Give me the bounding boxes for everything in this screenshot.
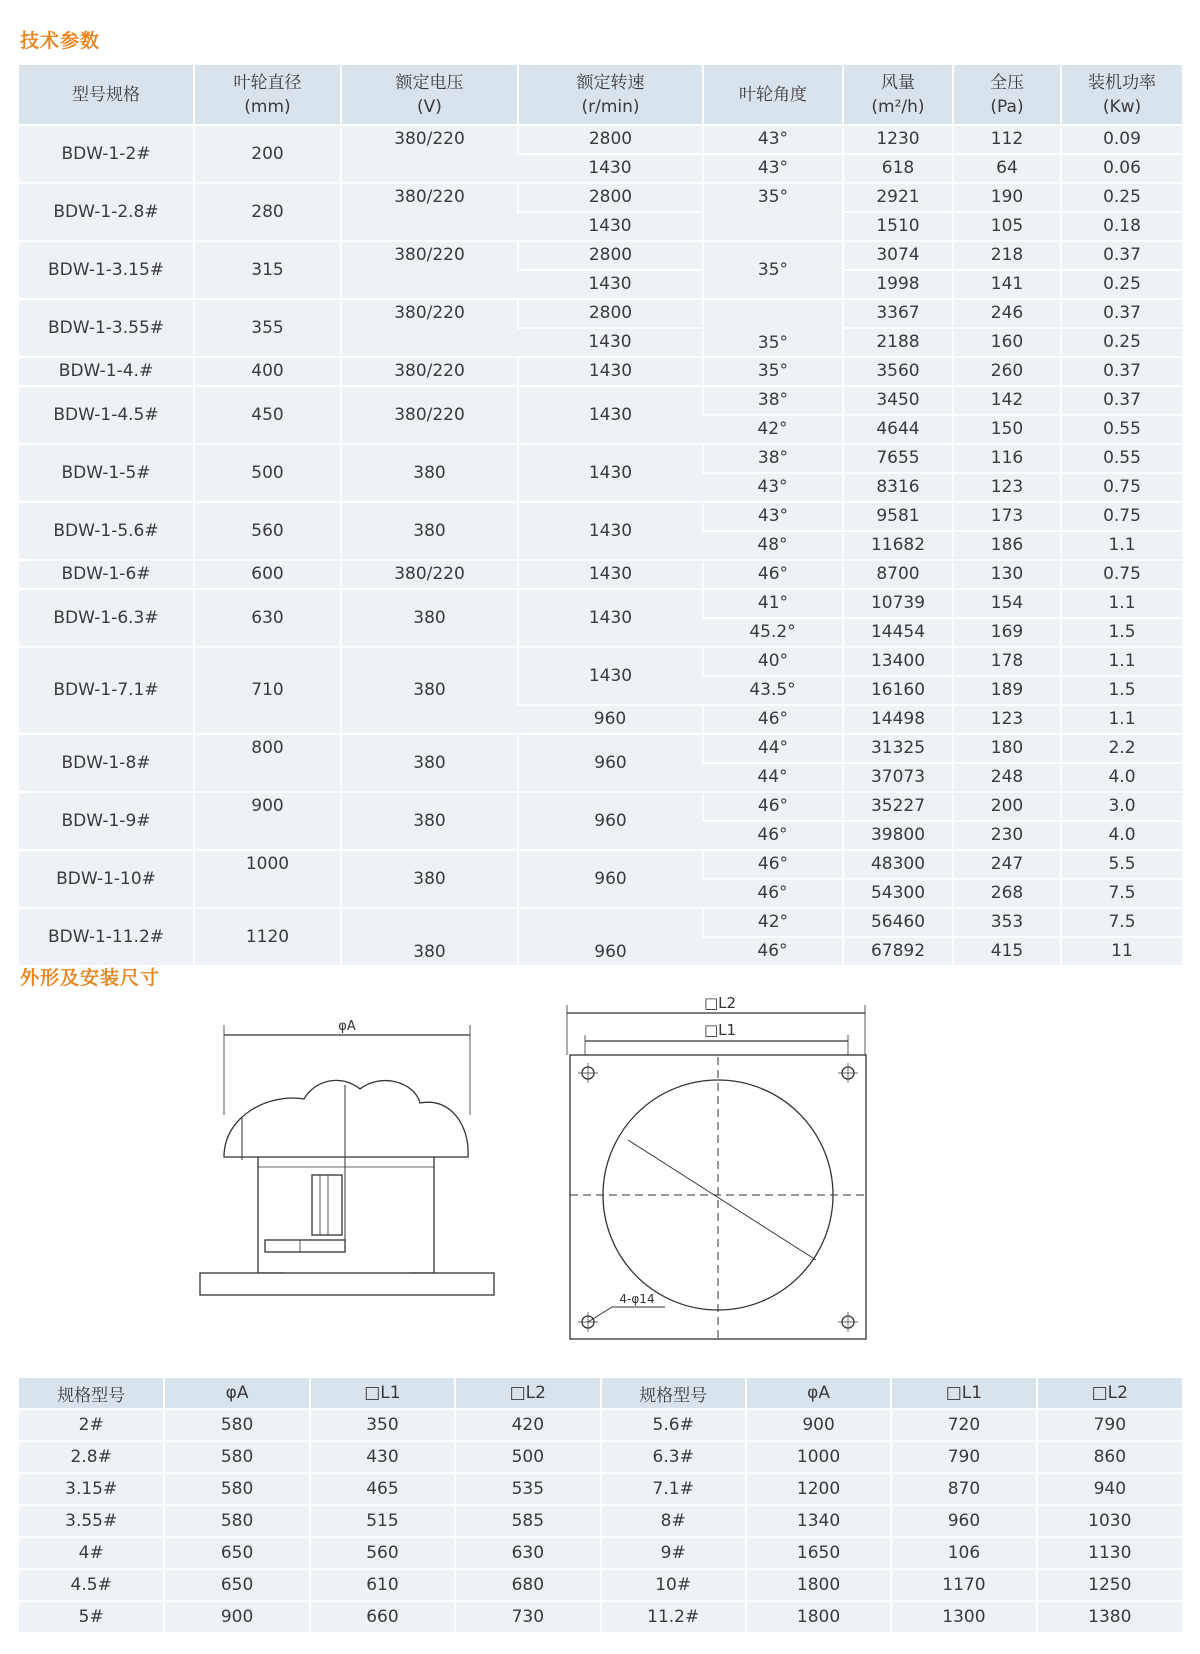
cell-pressure: 190 (953, 183, 1061, 212)
cell-L1: 660 (310, 1601, 455, 1632)
cell-power: 1.1 (1061, 705, 1182, 734)
cell-pressure: 268 (953, 879, 1061, 908)
cell-flow: 1510 (843, 212, 953, 241)
cell-diameter: 355 (194, 299, 341, 357)
cell-L2: 680 (455, 1569, 600, 1601)
cell-power: 5.5 (1061, 850, 1182, 879)
table-row (19, 1505, 1182, 1537)
cell-speed: 960 (518, 792, 703, 850)
cell-speed: 1430 (518, 154, 703, 183)
cell-angle: 40° (703, 647, 843, 676)
cell-diameter: 500 (194, 444, 341, 502)
cell-phiA: 1000 (746, 1441, 891, 1473)
cell-power: 3.0 (1061, 792, 1182, 821)
cell-diameter: 280 (194, 183, 341, 241)
cell-flow: 8316 (843, 473, 953, 502)
cell-model: BDW-1-3.15# (19, 241, 194, 299)
header-pressure: 全压 (Pa) (953, 65, 1061, 125)
cell-L2: 1380 (1037, 1601, 1182, 1632)
table-row (19, 183, 1182, 212)
cell-power: 0.25 (1061, 328, 1182, 357)
cell-phiA: 1800 (746, 1569, 891, 1601)
cell-flow: 31325 (843, 734, 953, 763)
header-angle: 叶轮角度 (703, 65, 843, 125)
cell-pressure: 173 (953, 502, 1061, 531)
motor-block (312, 1175, 342, 1235)
cell-angle: 46° (703, 879, 843, 908)
fan-side-view-drawing (200, 1025, 494, 1295)
cell-phiA: 580 (164, 1505, 309, 1537)
cell-angle: 48° (703, 531, 843, 560)
cell-voltage: 380 (341, 444, 518, 502)
tech-header-row (19, 65, 1182, 125)
cell-pressure: 105 (953, 212, 1061, 241)
table-row (19, 1601, 1182, 1632)
cell-L1: 515 (310, 1505, 455, 1537)
hood-cap (224, 1080, 468, 1157)
cell-flow: 56460 (843, 908, 953, 937)
header-phiA: φA (164, 1378, 309, 1409)
cell-spec: 10# (601, 1569, 746, 1601)
cell-L1: 1170 (891, 1569, 1036, 1601)
table-row (19, 386, 1182, 415)
cell-angle: 45.2° (703, 618, 843, 647)
cell-voltage: 380 (341, 850, 518, 908)
header-L2: □L2 (1037, 1378, 1182, 1409)
cell-phiA: 900 (164, 1601, 309, 1632)
cell-phiA: 650 (164, 1569, 309, 1601)
cell-voltage: 380/220 (341, 299, 518, 357)
cell-power: 0.37 (1061, 357, 1182, 386)
cell-angle: 38° (703, 386, 843, 415)
cell-power: 7.5 (1061, 879, 1182, 908)
cell-flow: 7655 (843, 444, 953, 473)
table-row (19, 560, 1182, 589)
cell-flow: 8700 (843, 560, 953, 589)
cell-pressure: 123 (953, 705, 1061, 734)
cell-pressure: 189 (953, 676, 1061, 705)
cell-power: 0.55 (1061, 444, 1182, 473)
cell-diameter: 600 (194, 560, 341, 589)
table-row (19, 241, 1182, 270)
cell-L2: 860 (1037, 1441, 1182, 1473)
cell-flow: 3450 (843, 386, 953, 415)
cell-angle: 42° (703, 415, 843, 444)
header-L1: □L1 (310, 1378, 455, 1409)
table-row (19, 1473, 1182, 1505)
cell-speed: 2800 (518, 125, 703, 154)
cell-flow: 1230 (843, 125, 953, 154)
tech-params-table (19, 65, 1182, 965)
cell-model: BDW-1-9# (19, 792, 194, 850)
cell-voltage: 380/220 (341, 125, 518, 183)
cell-flow: 11682 (843, 531, 953, 560)
cell-model: BDW-1-11.2# (19, 908, 194, 965)
cell-spec: 8# (601, 1505, 746, 1537)
cell-power: 0.55 (1061, 415, 1182, 444)
table-row (19, 1537, 1182, 1569)
cell-diameter: 560 (194, 502, 341, 560)
cell-model: BDW-1-6# (19, 560, 194, 589)
header-speed: 额定转速 (r/min) (518, 65, 703, 125)
cell-speed: 1430 (518, 270, 703, 299)
cell-pressure: 353 (953, 908, 1061, 937)
cell-spec: 9# (601, 1537, 746, 1569)
table-row (19, 589, 1182, 618)
cell-pressure: 218 (953, 241, 1061, 270)
table-row (19, 734, 1182, 763)
table-row (19, 647, 1182, 676)
header-diameter: 叶轮直径 (mm) (194, 65, 341, 125)
cell-phiA: 1650 (746, 1537, 891, 1569)
cell-diameter: 710 (194, 647, 341, 734)
cell-voltage: 380/220 (341, 560, 518, 589)
cell-voltage: 380 (341, 502, 518, 560)
cell-model: BDW-1-4.5# (19, 386, 194, 444)
cell-flow: 67892 (843, 937, 953, 965)
cell-phiA: 580 (164, 1409, 309, 1441)
cell-speed: 1430 (518, 502, 703, 560)
cell-voltage: 380 (341, 589, 518, 647)
cell-pressure: 142 (953, 386, 1061, 415)
table-row (19, 444, 1182, 473)
cell-voltage: 380 (341, 647, 518, 734)
cell-model: BDW-1-2.8# (19, 183, 194, 241)
cell-angle: 46° (703, 705, 843, 734)
header-spec-model: 规格型号 (19, 1378, 164, 1409)
table-row (19, 1569, 1182, 1601)
cell-L1: 790 (891, 1441, 1036, 1473)
cell-model: BDW-1-7.1# (19, 647, 194, 734)
cell-speed: 960 (518, 908, 703, 965)
cell-phiA: 580 (164, 1441, 309, 1473)
cell-pressure: 141 (953, 270, 1061, 299)
cell-model: BDW-1-6.3# (19, 589, 194, 647)
cell-L2: 790 (1037, 1409, 1182, 1441)
header-phiA: φA (746, 1378, 891, 1409)
cell-pressure: 247 (953, 850, 1061, 879)
cell-power: 1.5 (1061, 618, 1182, 647)
cell-speed: 1430 (518, 647, 703, 705)
cell-pressure: 64 (953, 154, 1061, 183)
cell-voltage: 380 (341, 734, 518, 792)
cell-speed: 1430 (518, 212, 703, 241)
cell-diameter: 450 (194, 386, 341, 444)
cell-flow: 39800 (843, 821, 953, 850)
cell-power: 7.5 (1061, 908, 1182, 937)
cell-diameter: 315 (194, 241, 341, 299)
cell-phiA: 1200 (746, 1473, 891, 1505)
cell-L2: 940 (1037, 1473, 1182, 1505)
cell-pressure: 123 (953, 473, 1061, 502)
cell-angle: 35° (703, 241, 843, 299)
cell-speed: 1430 (518, 560, 703, 589)
cell-pressure: 186 (953, 531, 1061, 560)
cell-L1: 106 (891, 1537, 1036, 1569)
header-spec-model: 规格型号 (601, 1378, 746, 1409)
cell-power: 0.37 (1061, 386, 1182, 415)
cell-speed: 960 (518, 705, 703, 734)
cell-angle: 41° (703, 589, 843, 618)
cell-flow: 14454 (843, 618, 953, 647)
table-row (19, 357, 1182, 386)
cell-flow: 13400 (843, 647, 953, 676)
cell-L1: 960 (891, 1505, 1036, 1537)
cell-flow: 3367 (843, 299, 953, 328)
L1-label: □L1 (703, 1021, 737, 1039)
cell-flow: 35227 (843, 792, 953, 821)
cell-L2: 1130 (1037, 1537, 1182, 1569)
header-voltage: 额定电压 (V) (341, 65, 518, 125)
table-row (19, 850, 1182, 879)
cell-angle: 43° (703, 125, 843, 154)
cell-flow: 9581 (843, 502, 953, 531)
header-L1: □L1 (891, 1378, 1036, 1409)
cell-angle: 46° (703, 937, 843, 965)
cell-L2: 1250 (1037, 1569, 1182, 1601)
cell-speed: 1430 (518, 328, 703, 357)
cell-angle: 43.5° (703, 676, 843, 705)
cell-power: 1.1 (1061, 531, 1182, 560)
cell-pressure: 260 (953, 357, 1061, 386)
cell-L1: 430 (310, 1441, 455, 1473)
table-row (19, 908, 1182, 937)
table-row (19, 502, 1182, 531)
cell-pressure: 230 (953, 821, 1061, 850)
cell-speed: 2800 (518, 299, 703, 328)
cell-pressure: 160 (953, 328, 1061, 357)
dimensions-table (19, 1378, 1182, 1632)
cell-spec: 5.6# (601, 1409, 746, 1441)
cell-pressure: 246 (953, 299, 1061, 328)
cell-pressure: 130 (953, 560, 1061, 589)
cell-speed: 1430 (518, 589, 703, 647)
cell-power: 0.75 (1061, 502, 1182, 531)
cell-flow: 3560 (843, 357, 953, 386)
cell-power: 0.37 (1061, 299, 1182, 328)
cell-L2: 1030 (1037, 1505, 1182, 1537)
L2-label: □L2 (703, 994, 737, 1012)
cell-flow: 10739 (843, 589, 953, 618)
phiA-label: φA (338, 1019, 356, 1034)
cell-flow: 37073 (843, 763, 953, 792)
cell-diameter: 1000 (194, 850, 341, 908)
table-row (19, 1441, 1182, 1473)
cell-model: BDW-1-8# (19, 734, 194, 792)
cell-voltage: 380/220 (341, 241, 518, 299)
cell-pressure: 248 (953, 763, 1061, 792)
cell-model: BDW-1-4.# (19, 357, 194, 386)
cell-L1: 560 (310, 1537, 455, 1569)
table-row (19, 299, 1182, 328)
cell-model: BDW-1-5.6# (19, 502, 194, 560)
hole-spec-label: 4-φ14 (619, 1292, 655, 1306)
cell-phiA: 650 (164, 1537, 309, 1569)
cell-spec: 11.2# (601, 1601, 746, 1632)
cell-power: 1.1 (1061, 589, 1182, 618)
cell-pressure: 169 (953, 618, 1061, 647)
cell-power: 1.1 (1061, 647, 1182, 676)
fan-plan-view-drawing (567, 1005, 866, 1339)
cell-angle: 42° (703, 908, 843, 937)
cell-diameter: 1120 (194, 908, 341, 965)
cell-speed: 1430 (518, 444, 703, 502)
cell-pressure: 154 (953, 589, 1061, 618)
cell-phiA: 580 (164, 1473, 309, 1505)
cell-flow: 3074 (843, 241, 953, 270)
cell-speed: 2800 (518, 241, 703, 270)
cell-spec: 2.8# (19, 1441, 164, 1473)
cell-spec: 3.55# (19, 1505, 164, 1537)
cell-pressure: 200 (953, 792, 1061, 821)
cell-L2: 500 (455, 1441, 600, 1473)
cell-spec: 7.1# (601, 1473, 746, 1505)
table-row (19, 792, 1182, 821)
cell-diameter: 900 (194, 792, 341, 850)
cell-L2: 730 (455, 1601, 600, 1632)
cell-spec: 4.5# (19, 1569, 164, 1601)
cell-phiA: 900 (746, 1409, 891, 1441)
cell-speed: 960 (518, 850, 703, 908)
cell-angle: 43° (703, 473, 843, 502)
cell-power: 0.75 (1061, 473, 1182, 502)
cell-flow: 14498 (843, 705, 953, 734)
cell-L1: 465 (310, 1473, 455, 1505)
cell-flow: 4644 (843, 415, 953, 444)
cell-power: 0.25 (1061, 183, 1182, 212)
cell-angle: 44° (703, 763, 843, 792)
header-model: 型号规格 (19, 65, 194, 125)
cell-L2: 420 (455, 1409, 600, 1441)
cell-flow: 16160 (843, 676, 953, 705)
cell-angle: 46° (703, 850, 843, 879)
cell-pressure: 415 (953, 937, 1061, 965)
cell-power: 0.75 (1061, 560, 1182, 589)
header-L2: □L2 (455, 1378, 600, 1409)
cell-L2: 585 (455, 1505, 600, 1537)
cell-L1: 610 (310, 1569, 455, 1601)
cell-power: 0.06 (1061, 154, 1182, 183)
cell-power: 0.37 (1061, 241, 1182, 270)
cell-power: 2.2 (1061, 734, 1182, 763)
installation-drawings (0, 985, 1200, 1360)
cell-power: 0.18 (1061, 212, 1182, 241)
cell-power: 4.0 (1061, 821, 1182, 850)
cell-L2: 630 (455, 1537, 600, 1569)
cell-L2: 535 (455, 1473, 600, 1505)
table-row (19, 1409, 1182, 1441)
cell-diameter: 200 (194, 125, 341, 183)
cell-speed: 1430 (518, 357, 703, 386)
cell-model: BDW-1-3.55# (19, 299, 194, 357)
cell-diameter: 630 (194, 589, 341, 647)
cell-angle: 46° (703, 792, 843, 821)
dims-header-row (19, 1378, 1182, 1409)
cell-diameter: 400 (194, 357, 341, 386)
cell-pressure: 116 (953, 444, 1061, 473)
cell-angle: 35° (703, 299, 843, 357)
cell-power: 0.09 (1061, 125, 1182, 154)
cell-speed: 960 (518, 734, 703, 792)
cell-spec: 3.15# (19, 1473, 164, 1505)
cell-spec: 5# (19, 1601, 164, 1632)
cell-angle: 46° (703, 560, 843, 589)
cell-pressure: 180 (953, 734, 1061, 763)
cell-voltage: 380/220 (341, 357, 518, 386)
cell-speed: 2800 (518, 183, 703, 212)
cell-angle: 35° (703, 357, 843, 386)
cell-voltage: 380 (341, 908, 518, 965)
cell-pressure: 178 (953, 647, 1061, 676)
cell-angle: 46° (703, 821, 843, 850)
cell-power: 11 (1061, 937, 1182, 965)
cell-phiA: 1800 (746, 1601, 891, 1632)
cell-voltage: 380/220 (341, 183, 518, 241)
cell-speed: 1430 (518, 386, 703, 444)
cell-spec: 4# (19, 1537, 164, 1569)
cell-flow: 618 (843, 154, 953, 183)
cell-spec: 2# (19, 1409, 164, 1441)
cell-L1: 350 (310, 1409, 455, 1441)
cell-L1: 1300 (891, 1601, 1036, 1632)
header-power: 装机功率 (Kw) (1061, 65, 1182, 125)
cell-model: BDW-1-5# (19, 444, 194, 502)
cell-power: 4.0 (1061, 763, 1182, 792)
cell-angle: 43° (703, 154, 843, 183)
base-flange (200, 1273, 494, 1295)
cell-spec: 6.3# (601, 1441, 746, 1473)
header-flow: 风量 (m²/h) (843, 65, 953, 125)
cell-angle: 38° (703, 444, 843, 473)
cell-model: BDW-1-10# (19, 850, 194, 908)
cell-flow: 2188 (843, 328, 953, 357)
cell-L1: 870 (891, 1473, 1036, 1505)
cell-angle: 35° (703, 183, 843, 241)
cell-angle: 44° (703, 734, 843, 763)
table-row (19, 125, 1182, 154)
cell-voltage: 380 (341, 792, 518, 850)
cell-flow: 54300 (843, 879, 953, 908)
cell-flow: 1998 (843, 270, 953, 299)
cell-power: 0.25 (1061, 270, 1182, 299)
cell-flow: 2921 (843, 183, 953, 212)
cell-voltage: 380/220 (341, 386, 518, 444)
cell-model: BDW-1-2# (19, 125, 194, 183)
installation-dimensions-title: 外形及安装尺寸 (20, 967, 161, 989)
cell-L1: 720 (891, 1409, 1036, 1441)
cell-pressure: 150 (953, 415, 1061, 444)
cell-angle: 43° (703, 502, 843, 531)
cell-diameter: 800 (194, 734, 341, 792)
cell-power: 1.5 (1061, 676, 1182, 705)
tech-params-title: 技术参数 (20, 30, 101, 52)
cell-phiA: 1340 (746, 1505, 891, 1537)
cell-flow: 48300 (843, 850, 953, 879)
cell-pressure: 112 (953, 125, 1061, 154)
